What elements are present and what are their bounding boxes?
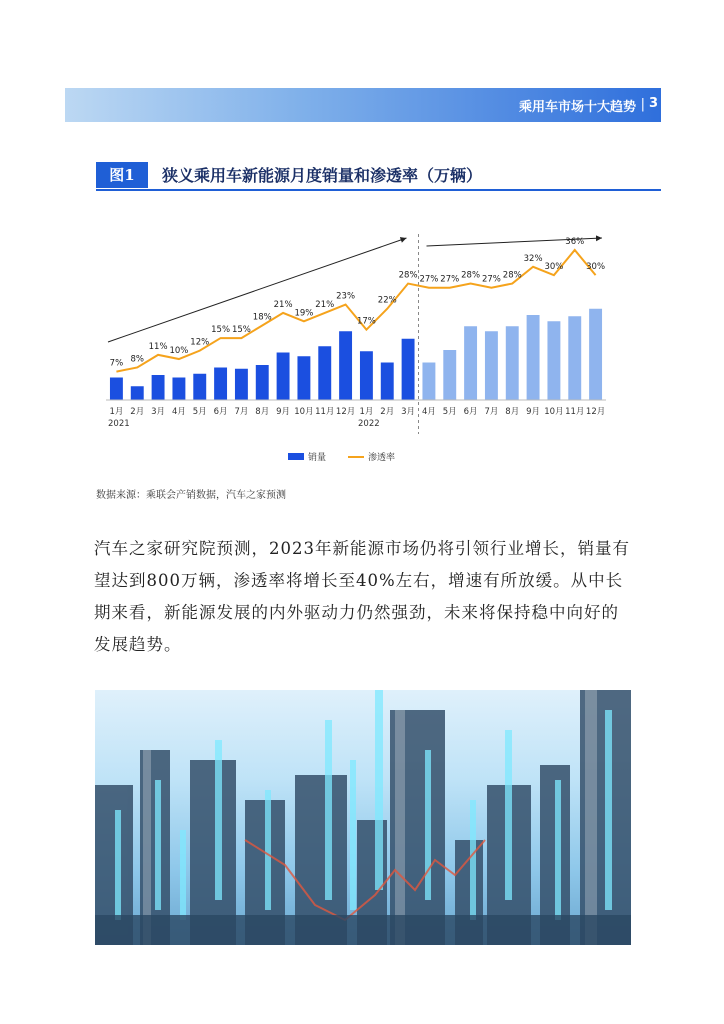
sales-penetration-chart (96, 220, 636, 475)
bar-8 (256, 365, 269, 400)
x-tick-label: 10月 (294, 407, 314, 417)
penetration-label: 28% (461, 270, 481, 281)
penetration-label: 11% (148, 341, 168, 352)
x-tick-label: 11月 (565, 407, 585, 417)
penetration-label: 15% (211, 325, 231, 336)
penetration-label: 28% (398, 270, 418, 281)
penetration-label: 27% (481, 274, 501, 285)
bar-16 (422, 363, 435, 401)
x-tick-label: 8月 (255, 407, 270, 417)
x-tick-label: 12月 (585, 407, 606, 417)
figure-tag: 图1 (96, 162, 148, 188)
penetration-label: 30% (586, 262, 606, 273)
bar-23 (568, 316, 581, 400)
buildings (95, 690, 631, 945)
x-tick-label: 2月 (380, 407, 395, 417)
penetration-label: 21% (273, 299, 293, 310)
x-tick-label: 12月 (335, 407, 356, 417)
page-number: 3 (648, 96, 658, 111)
penetration-label: 27% (419, 274, 439, 285)
x-tick-label: 7月 (484, 407, 499, 417)
bar-17 (443, 350, 456, 400)
bar-21 (527, 315, 540, 400)
x-tick-label: 7月 (234, 407, 249, 417)
x-tick-label: 1月 (109, 407, 124, 417)
x-tick-label: 5月 (192, 407, 207, 417)
bar-13 (360, 351, 373, 400)
penetration-label: 28% (502, 270, 522, 281)
penetration-label: 17% (356, 316, 376, 327)
legend-label-penetration: 渗透率 (368, 453, 396, 463)
x-tick-label: 10月 (544, 407, 564, 417)
header-title: 乘用车市场十大趋势 (518, 100, 636, 115)
ground-shadow (95, 915, 631, 945)
penetration-label: 27% (440, 274, 460, 285)
bar-18 (464, 326, 477, 400)
body-paragraph: 汽车之家研究院预测，2023年新能源市场仍将引领行业增长，销量有望达到800万辆，渗透率将增长至40%左右，增速有所放缓。从中长期来看，新能源发展的内外驱动力仍然强劲，未来将保持稳中向好的发展趋势。 (94, 539, 630, 654)
legend-label-sales: 销量 (308, 453, 327, 463)
bar-9 (277, 353, 290, 401)
bar-7 (235, 369, 248, 400)
penetration-label: 30% (544, 262, 564, 273)
penetration-label: 10% (169, 346, 189, 357)
bar-6 (214, 368, 227, 401)
figure-rule (96, 189, 661, 191)
x-tick-label: 2月 (130, 407, 145, 417)
penetration-label: 8% (130, 354, 144, 365)
bar-24 (589, 309, 602, 400)
penetration-label: 19% (294, 308, 314, 319)
penetration-label: 23% (336, 291, 356, 302)
x-tick-label: 6月 (213, 407, 228, 417)
penetration-label: 36% (565, 237, 585, 247)
bar-3 (152, 375, 165, 400)
skyline-illustration (95, 690, 631, 945)
year-label: 2021 (108, 419, 130, 429)
bar-15 (402, 339, 415, 400)
penetration-label: 32% (523, 253, 543, 264)
bar-19 (485, 331, 498, 400)
bar-1 (110, 378, 123, 401)
header-separator: | (640, 97, 645, 112)
penetration-label: 18% (252, 312, 272, 323)
bar-22 (547, 321, 560, 400)
legend-swatch-sales (288, 453, 304, 460)
x-tick-label: 8月 (505, 407, 520, 417)
penetration-label: 15% (231, 325, 251, 336)
data-source-note: 数据来源：乘联会产销数据，汽车之家预测 (96, 490, 286, 501)
bar-11 (318, 346, 331, 400)
bar-20 (506, 326, 519, 400)
x-tick-label: 3月 (401, 407, 416, 417)
bar-5 (193, 374, 206, 400)
year-label: 2022 (358, 419, 380, 429)
x-tick-label: 4月 (171, 407, 186, 417)
city-skyline-photo (95, 690, 631, 945)
bar-2 (131, 386, 144, 400)
penetration-label: 21% (315, 299, 335, 310)
penetration-label: 12% (190, 337, 210, 348)
x-tick-label: 9月 (276, 407, 291, 417)
x-tick-label: 5月 (442, 407, 457, 417)
bar-12 (339, 331, 352, 400)
penetration-label: 22% (377, 295, 397, 306)
figure-title: 狭义乘用车新能源月度销量和渗透率（万辆） (162, 166, 483, 185)
penetration-label: 7% (109, 358, 124, 369)
x-tick-label: 4月 (421, 407, 436, 417)
bar-10 (297, 356, 310, 400)
x-tick-label: 11月 (315, 407, 335, 417)
bar-14 (381, 363, 394, 401)
x-tick-label: 1月 (359, 407, 374, 417)
x-tick-label: 3月 (151, 407, 166, 417)
x-tick-label: 9月 (526, 407, 541, 417)
x-tick-label: 6月 (463, 407, 478, 417)
bar-4 (172, 378, 185, 401)
